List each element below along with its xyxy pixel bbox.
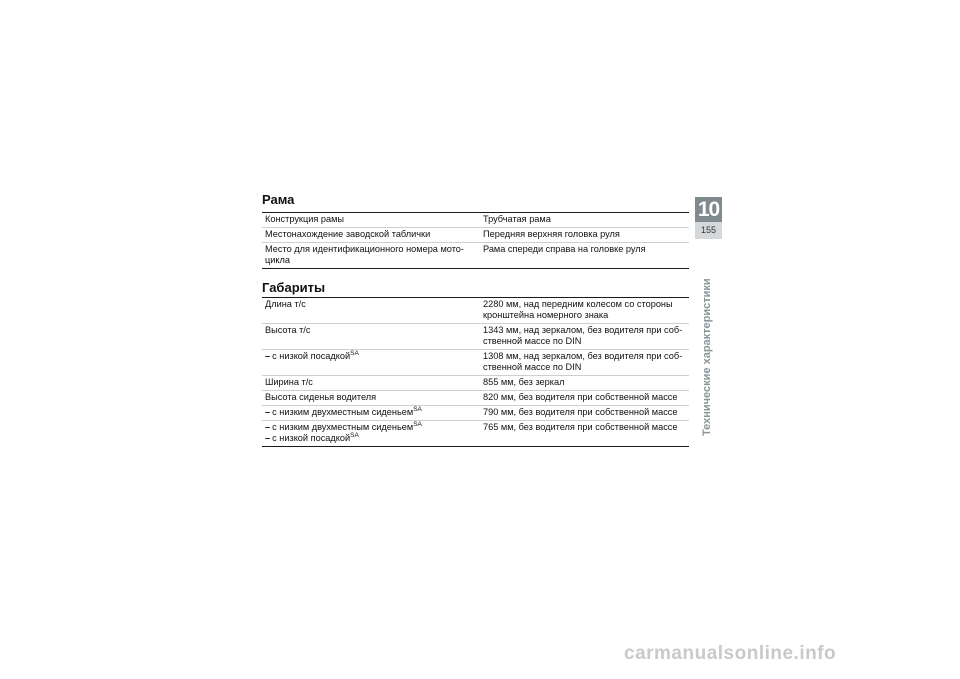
table-row [262,213,689,228]
spec-label-cell [262,406,480,421]
table-row [262,350,689,376]
spec-label: Высота сиденья водителя [262,391,480,406]
section-title-frame: Рама [262,192,295,207]
sa-marker: SA [350,350,359,357]
spec-value: Передняя верхняя головка руля [480,228,689,243]
spec-label-cell [262,421,480,447]
dash-marker: – [265,422,271,432]
spec-value: 855 мм, без зеркал [480,376,689,391]
spec-value: 1343 мм, над зеркалом, без водителя при соб-ственной массе по DIN [480,324,689,350]
table-row [262,228,689,243]
sa-marker: SA [413,406,422,413]
dash-marker: – [265,351,271,361]
chapter-number: 10 [697,198,720,221]
chapter-tab [695,197,722,239]
table-row [262,298,689,324]
watermark: carmanualsonline.info [624,643,837,664]
spec-value: 1308 мм, над зеркалом, без водителя при соб-ственной массе по DIN [480,350,689,376]
spec-label: Высота т/с [262,324,480,350]
table-row [262,324,689,350]
dash-marker: – [265,407,271,417]
spec-value: 765 мм, без водителя при собственной массе [480,421,689,447]
dash-marker: – [265,433,271,443]
spec-value: Трубчатая рама [480,213,689,228]
spec-label: Длина т/с [262,298,480,324]
spec-label: с низкой посадкой [272,351,351,361]
section-side-label: Технические характеристики [701,278,713,436]
table-row [262,421,689,447]
spec-value: 790 мм, без водителя при собственной массе [480,406,689,421]
table-row [262,376,689,391]
table-row [262,243,689,269]
frame-table [262,212,689,269]
spec-value: 820 мм, без водителя при собственной массе [480,391,689,406]
table-row [262,406,689,421]
spec-label-cell [262,350,480,376]
spec-label: Местонахождение заводской таблички [262,228,480,243]
spec-value: Рама спереди справа на головке руля [480,243,689,269]
spec-label: Ширина т/с [262,376,480,391]
spec-label: с низким двухместным сиденьем [272,407,414,417]
spec-value: 2280 мм, над передним колесом со стороны кронштейна номерного знака [480,298,689,324]
dimensions-table [262,297,689,447]
spec-label: Конструкция рамы [262,213,480,228]
spec-label: с низкой посадкой [272,433,351,443]
table-row [262,391,689,406]
section-title-dimensions: Габариты [262,280,326,295]
sa-marker: SA [350,432,359,439]
spec-label: с низким двухместным сиденьем [272,422,414,432]
page-number: 155 [695,222,722,239]
sa-marker: SA [413,421,422,428]
spec-label: Место для идентификационного номера мото-цикла [262,243,480,269]
